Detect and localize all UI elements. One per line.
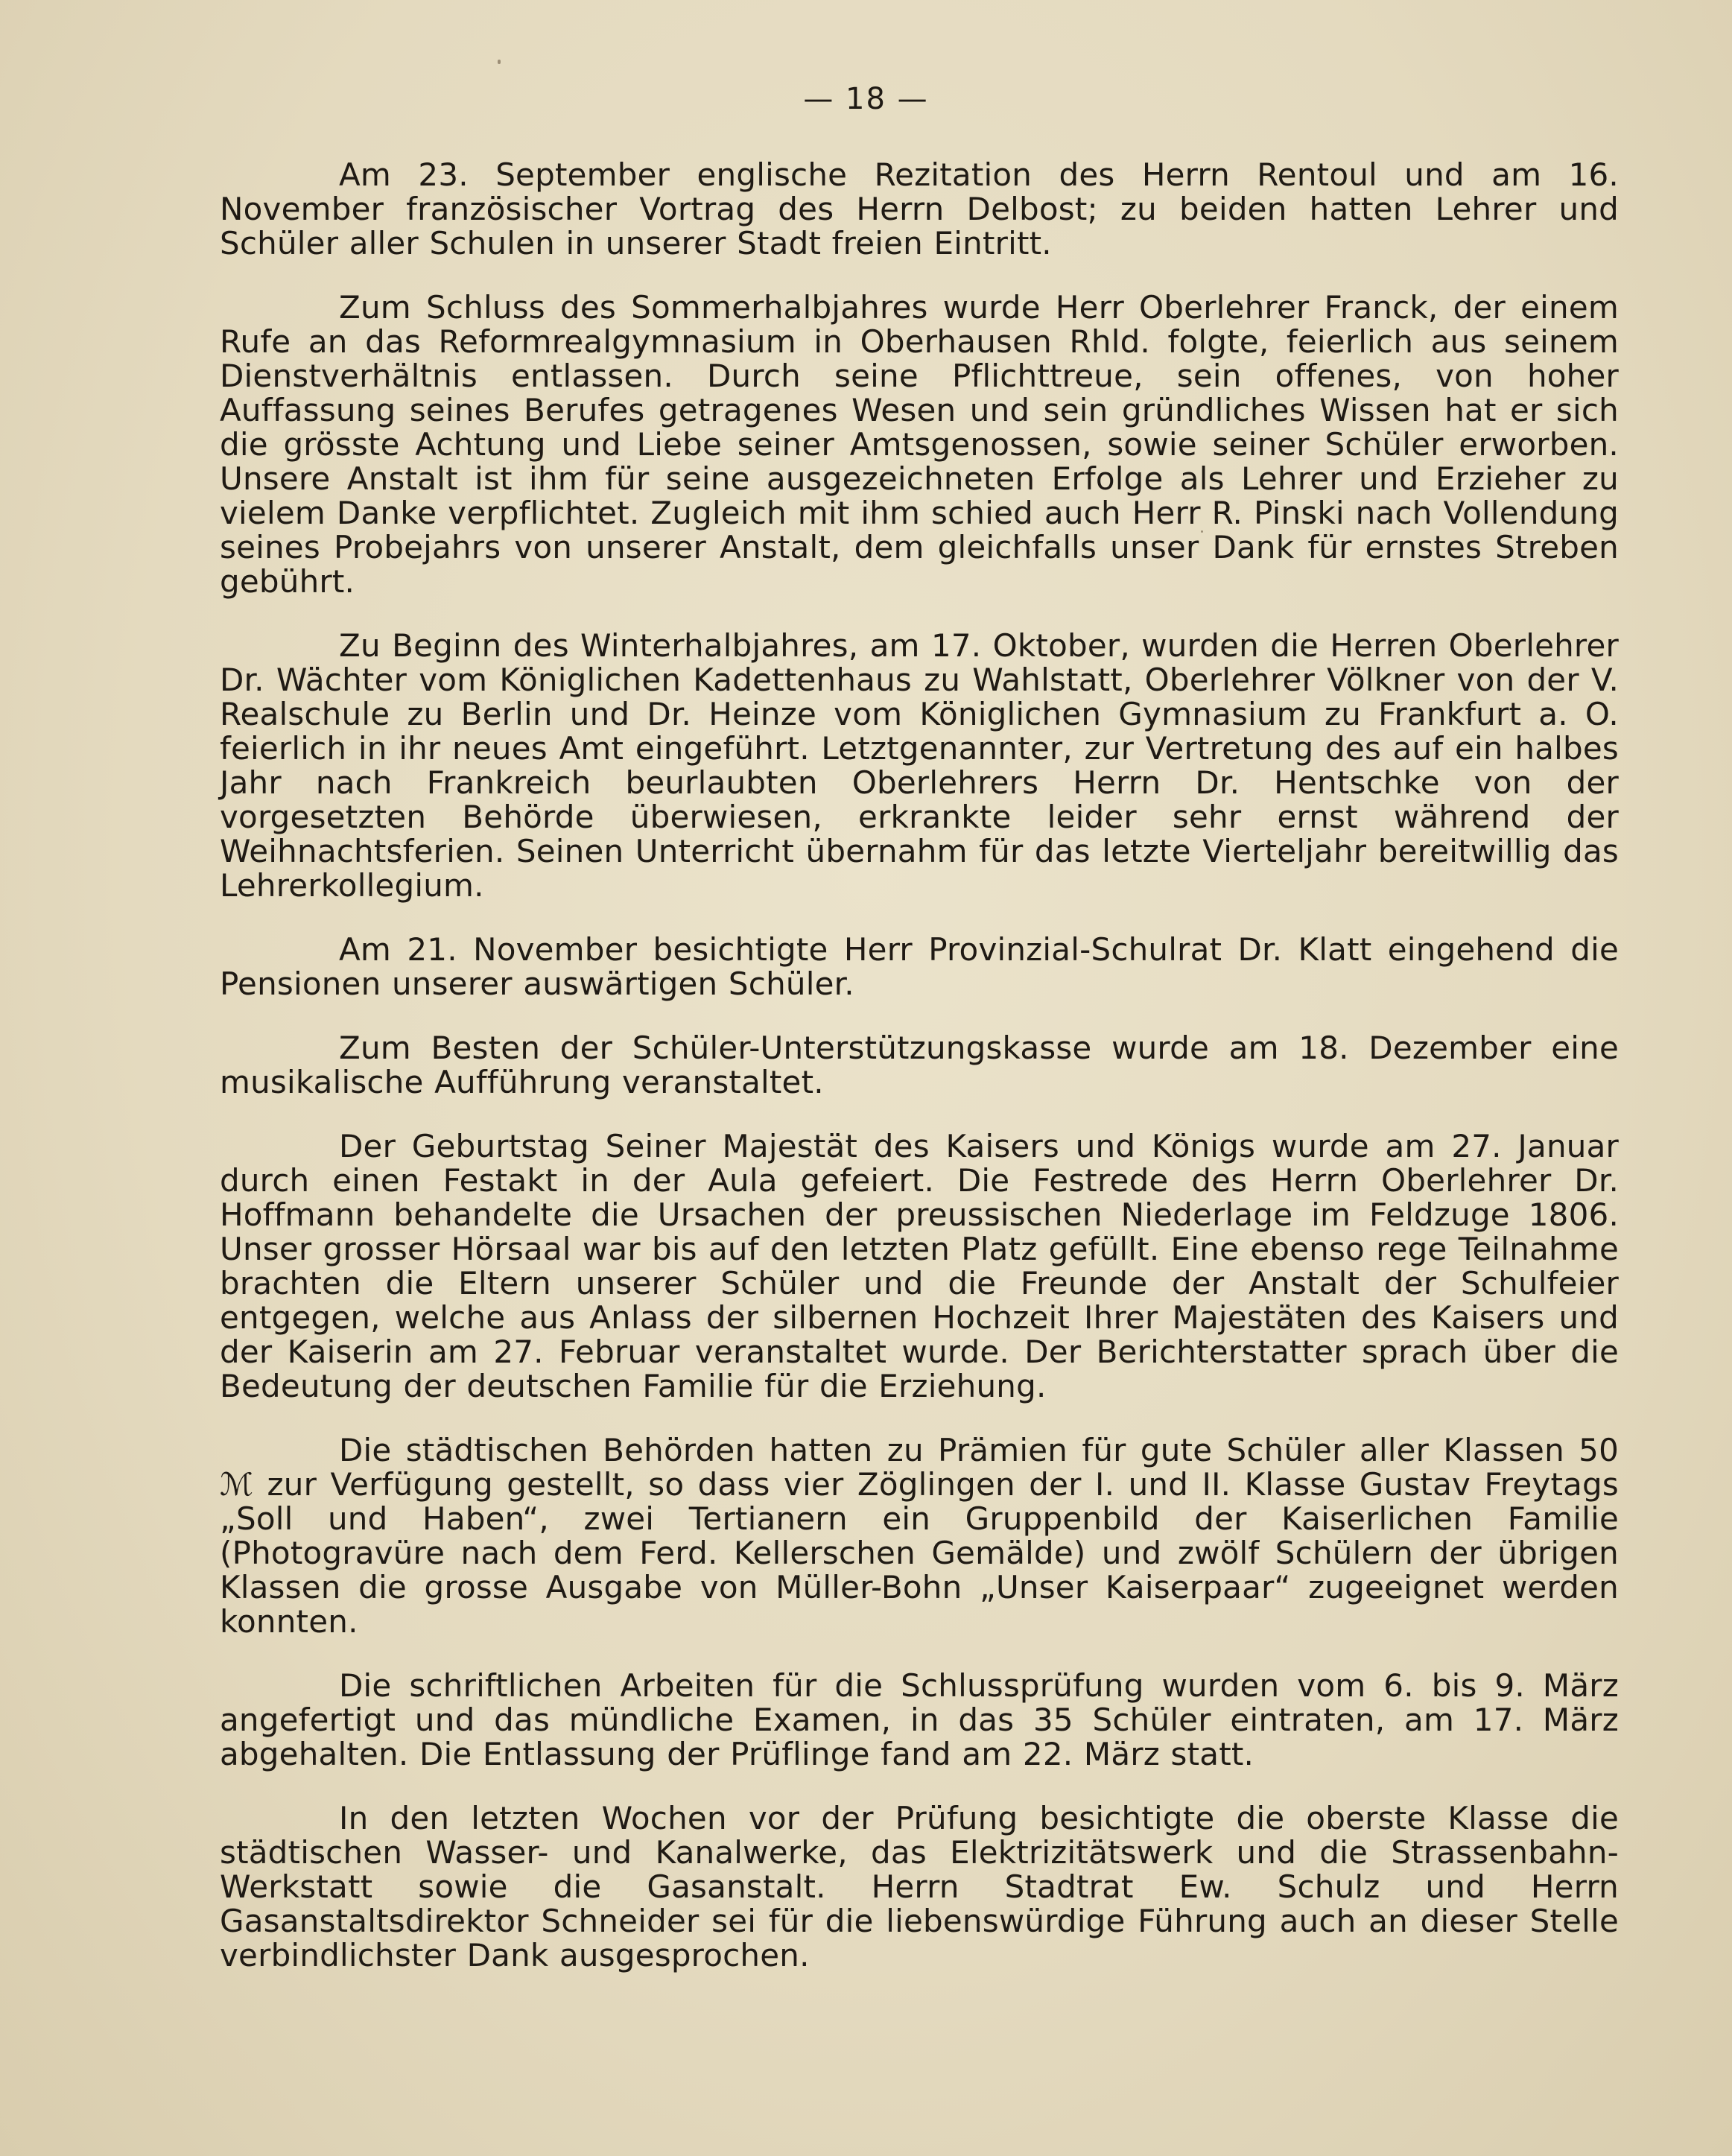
paragraph-winter-semester: Zu Beginn des Winterhalbjahres, am 17. Oktober, wurden die Herren Oberlehrer Dr. Wächter vom Königlichen Kadettenhaus zu Wahlstatt, Oberlehrer Völkner von der V. Realschule zu Berlin und Dr. Heinze vom Königlichen Gymnasium zu Frankfurt a. O. feierlich in ihr neues Amt eingeführt. Letztgenannter, zur Vertretung des auf ein halbes Jahr nach Frankreich beurlaubten Oberlehrers Herrn Dr. Hentschke von der vorgesetzten Behörde überwiesen, erkrankte leider sehr ernst während der Weihnachtsferien. Seinen Unterricht übernahm für das letzte Vierteljahr bereitwillig das Lehrerkollegium. [220,627,1619,904]
paragraph-kaisers-birthday: Der Geburtstag Seiner Majestät des Kaisers und Königs wurde am 27. Januar durch einen Festakt in der Aula gefeiert. Die Festrede des Herrn Oberlehrer Dr. Hoffmann behandelte die Ursachen der preussischen Niederlage im Feldzuge 1806. Unser grosser Hörsaal war bis auf den letzten Platz gefüllt. Eine ebenso rege Teilnahme brachten die Eltern unserer Schüler und die Freunde der Anstalt der Schulfeier entgegen, welche aus Anlass der silbernen Hochzeit Ihrer Majestäten des Kaisers und der Kaiserin am 27. Februar veranstaltet wurde. Der Berichterstatter sprach über die Bedeutung der deutschen Familie für die Erziehung. [220,1128,1619,1404]
paragraph-inspection: Am 21. November besichtigte Herr Provinzial-Schulrat Dr. Klatt eingehend die Pensionen unserer auswärtigen Schüler. [220,931,1619,1002]
paragraph-prizes: Die städtischen Behörden hatten zu Prämien für gute Schüler aller Klassen 50 ℳ zur Verfügung gestellt, so dass vier Zöglingen der I. und II. Klasse Gustav Freytags „Soll und Haben“, zwei Tertianern ein Gruppenbild der Kaiserlichen Familie (Photogravüre nach dem Ferd. Kellerschen Gemälde) und zwölf Schülern der übrigen Klassen die grosse Ausgabe von Müller-Bohn „Unser Kaiserpaar“ zugeeignet werden konnten. [220,1432,1619,1640]
body-text [220,158,1619,2003]
paragraph-recitations: Am 23. September englische Rezitation des Herrn Rentoul und am 16. November französischer Vortrag des Herrn Delbost; zu beiden hatten Lehrer und Schüler aller Schulen in unserer Stadt freien Eintritt. [220,156,1619,261]
paragraph-concert: Zum Besten der Schüler-Unterstützungskasse wurde am 18. Dezember eine musikalische Aufführung veranstaltet. [220,1030,1619,1100]
ink-speck [498,60,501,64]
page-number: — 18 — [803,82,929,116]
paragraph-examination: Die schriftlichen Arbeiten für die Schlussprüfung wurden vom 6. bis 9. März angefertigt und das mündliche Examen, in das 35 Schüler eintraten, am 17. März abgehalten. Die Entlassung der Prüflinge fand am 22. März statt. [220,1667,1619,1772]
paragraph-franck-farewell: Zum Schluss des Sommerhalbjahres wurde Herr Oberlehrer Franck, der einem Rufe an das Reformrealgymnasium in Oberhausen Rhld. folgte, feierlich aus seinem Dienstverhältnis entlassen. Durch seine Pflichttreue, sein offenes, von hoher Auffassung seines Berufes getragenes Wesen und sein gründliches Wissen hat er sich die grösste Achtung und Liebe seiner Amtsgenossen, sowie seiner Schüler erworben. Unsere Anstalt ist ihm für seine ausgezeichneten Erfolge als Lehrer und Erzieher zu vielem Danke verpflichtet. Zugleich mit ihm schied auch Herr R. Pinski nach Vollendung seines Probejahrs von unserer Anstalt, dem gleichfalls unser Dank für ernstes Streben gebührt. [220,289,1619,600]
paragraph-excursion: In den letzten Wochen vor der Prüfung besichtigte die oberste Klasse die städtischen Wasser- und Kanalwerke, das Elektrizitätswerk und die Strassenbahn-Werkstatt sowie die Gasanstalt. Herrn Stadtrat Ew. Schulz und Herrn Gasanstaltsdirektor Schneider sei für die liebenswürdige Führung auch an dieser Stelle verbindlichster Dank ausgesprochen. [220,1800,1619,1973]
